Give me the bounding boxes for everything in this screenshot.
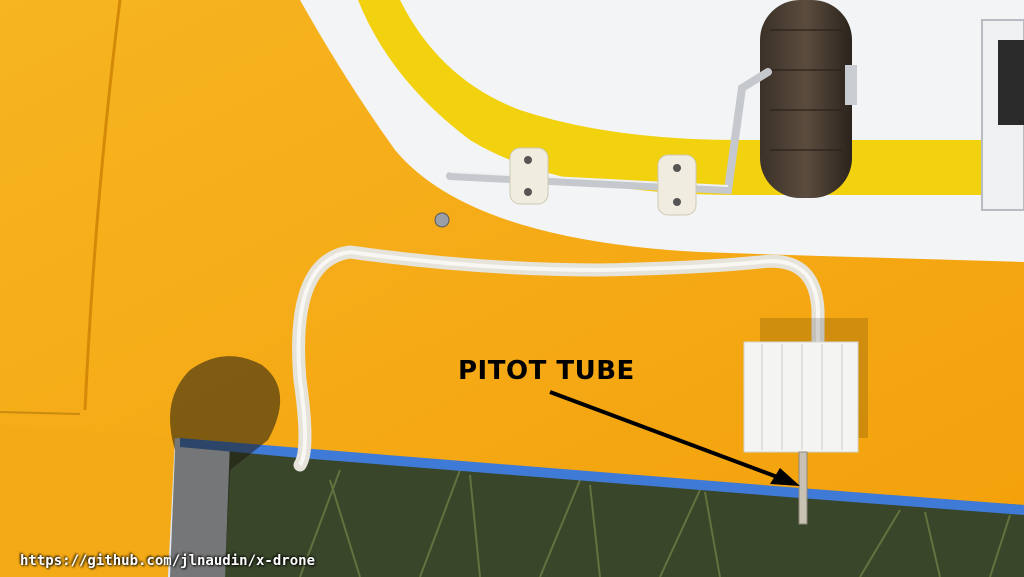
pitot-tube xyxy=(799,452,807,524)
screw xyxy=(435,213,449,227)
watermark-url: https://github.com/jlnaudin/x-drone xyxy=(20,553,316,569)
hatch-opening xyxy=(998,40,1024,125)
pitot-tube-label: PITOT TUBE xyxy=(458,356,635,386)
wheel-axle-collar xyxy=(845,65,857,105)
